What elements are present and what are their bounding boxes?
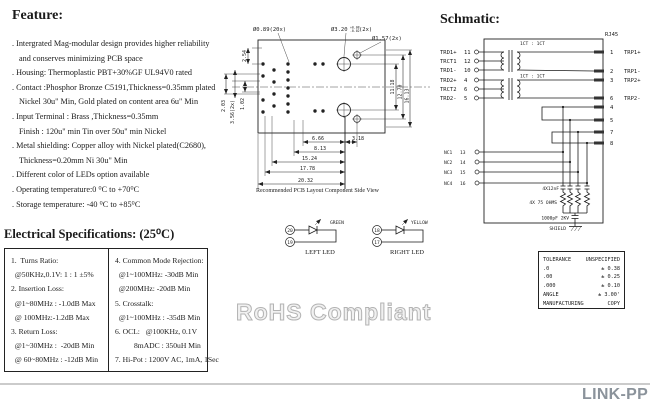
dim-12-70: 12.70 — [397, 84, 404, 100]
spec-line: @ 60~80MHz : -12dB Min — [11, 355, 99, 365]
cap-bank — [561, 186, 590, 189]
spec-line: 6. OCL: @100KHz, 0.1V — [115, 327, 198, 337]
spec-line: @ 100MHz:-1.2dB Max — [11, 312, 90, 322]
pin-num: 4 — [464, 78, 468, 84]
rj45-pin-num: 2 — [610, 69, 614, 75]
left-led-caption: LEFT LED — [305, 249, 335, 256]
pin-name: TRD1+ — [440, 50, 457, 56]
schematic-termination-wires — [542, 106, 594, 186]
nc-name: NC3 — [444, 171, 453, 176]
rj45-pin-num: 8 — [610, 141, 614, 147]
schematic-drawing — [435, 8, 650, 243]
feature-line: . Housing: Thermoplastic PBT+30%GF UL94V0 rated — [12, 68, 193, 78]
tolerance-value: ± 0.25 — [601, 274, 620, 281]
tolerance-label: .0 — [543, 265, 550, 272]
feature-line: Finish : 120u" min Tin over 50u" min Nickel — [19, 126, 167, 136]
left-led-color: GREEN — [330, 221, 344, 226]
pin-num: 6 — [464, 87, 468, 93]
dim-8-13: 8.13 — [314, 146, 327, 152]
spec-line: 3. Return Loss: — [11, 327, 58, 337]
caps-label: 4X12nF — [542, 187, 559, 192]
feature-line: . Metal shielding: Copper alloy with Nickel plated(C2680), — [12, 141, 206, 151]
pin-name: TRD2- — [440, 96, 457, 102]
feature-line: . Different color of LEDs option available — [12, 170, 150, 180]
pin-name: TRCT1 — [440, 59, 457, 65]
transformer-1 — [501, 41, 545, 72]
spec-line: @50KHz,0.1V: 1 : 1 ±5% — [11, 270, 94, 280]
pin-name: TRD2+ — [440, 78, 457, 84]
electrical-title: Electrical Specifications: (25⁰C) — [4, 227, 175, 241]
chassis-ground-icon — [569, 223, 582, 231]
schematic-box — [484, 39, 603, 223]
pcb-hole-callouts — [253, 26, 402, 62]
schematic-bob-smith-network — [529, 186, 589, 232]
nc-num: 13 — [460, 151, 466, 156]
hole-big-tol-plus: +0.08 — [350, 25, 360, 30]
spec-line: @1~100MHz : -35dB Min — [115, 312, 201, 322]
rj45-pin-num: 7 — [610, 130, 614, 136]
hv-cap-label: 1000pF 2KV — [541, 216, 569, 222]
spec-line: 1. Turns Ratio: — [11, 256, 59, 265]
resistors-label: 4X 75 OHMS — [529, 201, 557, 206]
nc-num: 16 — [460, 182, 466, 187]
tolerance-row — [543, 273, 620, 282]
hole-small-label: Ø0.89(20x) — [253, 27, 287, 33]
tolerance-table — [538, 251, 625, 309]
rj45-pin-name: TRP2- — [624, 96, 641, 102]
feature-line: Nickel 30u" Min, Gold plated on content area 6u" Min — [19, 97, 199, 107]
spec-line: 7. Hi-Pot : 1200V AC, 1mA, 1Sec — [115, 355, 219, 365]
feature-line: . Intergrated Mag-modular design provides higher reliability — [12, 39, 210, 48]
rj45-pin-num: 1 — [610, 50, 614, 56]
dim-6-66: 6.66 — [312, 136, 325, 142]
led-diode-icon — [309, 226, 317, 234]
dim-3-18: 3.18 — [352, 136, 365, 142]
schematic-nc-pins — [444, 150, 588, 187]
dim-2-03: 2.03 — [221, 99, 227, 113]
dim-16-13: 16.13 — [404, 88, 411, 104]
spec-line: 2. Insertion Loss: — [11, 284, 64, 294]
spec-line: @200MHz: -20dB Min — [115, 284, 191, 294]
pin-num: 12 — [464, 59, 471, 65]
spec-line: 5. Crosstalk: — [115, 298, 154, 308]
pin-num: 5 — [464, 96, 468, 102]
footer-divider — [0, 383, 650, 385]
feature-line: and conserves minimizing PCB space — [19, 53, 143, 63]
dim-2-54: 2.54 — [242, 49, 248, 63]
spec-line: @1~80MHz : -1.0dB Max — [11, 298, 96, 308]
schematic-rj45-pins — [594, 50, 641, 147]
feature-line: . Operating temperature:0 ⁰C to +70⁰C — [12, 184, 140, 194]
resistor-bank — [561, 189, 590, 213]
right-led-caption: RIGHT LED — [389, 249, 425, 256]
rj45-pin-name: TRP1- — [624, 69, 641, 75]
xfmr-ratio-label: 1CT : 1CT — [520, 42, 545, 47]
right-led-circuit — [373, 219, 428, 256]
led-emission-arrow-icon — [402, 219, 408, 225]
hole-med-label: Ø1.57(2x) — [372, 36, 402, 42]
electrical-table-left-column — [5, 249, 108, 371]
right-led-color: YELLOW — [411, 221, 428, 226]
pin-num: 11 — [464, 50, 471, 56]
tolerance-row — [543, 256, 620, 265]
pcb-right-dims — [352, 50, 412, 127]
rohs-watermark: RoHS Compliant — [236, 299, 432, 325]
feature-line: Thickness=0.20mm Ni 30u" Min — [19, 155, 128, 165]
feature-section — [12, 8, 238, 212]
feature-line: . Contact :Phosphor Bronze C5191,Thickness=0.35mm plated — [12, 82, 216, 92]
tolerance-row — [543, 265, 620, 274]
dim-17-78: 17.78 — [300, 166, 316, 172]
dim-11-18: 11.18 — [390, 79, 396, 95]
tolerance-label: TOLERANCE — [543, 257, 572, 263]
hole-big-count: (2x) — [359, 27, 373, 33]
dim-3-56: 3.56(2x) — [230, 99, 236, 125]
pcb-left-dims — [221, 48, 262, 124]
rj45-pin-num: 3 — [610, 78, 614, 84]
tolerance-value: UNSPECIFIED — [585, 257, 620, 263]
spec-line: 4. Common Mode Rejection: — [115, 256, 204, 265]
pin-num: 10 — [464, 68, 471, 74]
rj45-pin-num: 4 — [610, 105, 614, 111]
tolerance-label: ANGLE — [543, 291, 559, 298]
tolerance-row — [543, 300, 620, 309]
hole-big-label: Ø3.20 — [331, 27, 348, 33]
rj45-label: RJ45 — [605, 32, 619, 38]
schematic-left-pins — [440, 50, 504, 102]
tolerance-row — [543, 291, 620, 300]
rj45-pin-num: 6 — [610, 96, 614, 102]
rj45-pin-name: TRP1+ — [624, 50, 641, 56]
nc-num: 15 — [460, 171, 466, 176]
left-led-circuit — [286, 219, 345, 256]
feature-line: . Storage temperature: -40 ⁰C to +85⁰C — [12, 199, 141, 209]
pcb-bottom-dims — [258, 116, 364, 189]
nc-name: NC4 — [444, 182, 453, 187]
nc-name: NC1 — [444, 151, 453, 156]
hole-big-tol-minus: -0.02 — [350, 29, 360, 33]
dim-15-24: 15.24 — [302, 156, 318, 162]
tolerance-row — [543, 282, 620, 291]
pcb-small-holes — [261, 62, 324, 113]
led-diode-icon — [396, 226, 404, 234]
electrical-table-right-column — [108, 249, 219, 371]
spec-line: @1~100MHz: -30dB Min — [115, 270, 199, 280]
led-emission-arrow-icon — [315, 219, 321, 225]
tolerance-label: .000 — [543, 283, 556, 290]
pcb-layout-drawing — [222, 8, 438, 208]
tolerance-label: .00 — [543, 274, 553, 281]
left-led-pin-top: 20 — [287, 228, 293, 234]
pin-name: TRD1- — [440, 68, 457, 74]
dim-20-32: 20.32 — [298, 178, 314, 184]
tolerance-value: COPY — [607, 300, 620, 307]
left-led-pin-bottom: 19 — [287, 240, 293, 246]
electrical-table — [4, 248, 219, 372]
tolerance-value: ± 3.00' — [598, 291, 620, 298]
spec-line: @1~30MHz : -20dB Min — [11, 341, 95, 351]
led-circuits-drawing — [280, 215, 450, 260]
feature-title: Feature: — [12, 8, 64, 23]
shield-label: SHIELD — [549, 227, 566, 232]
tolerance-value: ± 0.10 — [601, 283, 620, 290]
nc-name: NC2 — [444, 161, 453, 166]
pin-name: TRCT2 — [440, 87, 457, 93]
spec-line: 8mADC : 350uH Min — [115, 341, 201, 351]
rj45-pin-name: TRP2+ — [624, 78, 641, 84]
tolerance-label: MANUFACTURING — [543, 300, 584, 307]
schematic-title: Schmatic: — [440, 12, 500, 27]
nc-num: 14 — [460, 161, 466, 166]
dim-1-02: 1.02 — [240, 97, 246, 111]
right-led-pin-bottom: 17 — [374, 240, 380, 246]
pcb-caption: Recommended PCB Layout Component Side View — [256, 188, 380, 194]
transformer-2 — [501, 74, 545, 101]
rj45-pin-num: 5 — [610, 118, 614, 124]
brand-logo: LINK-PP — [582, 386, 649, 403]
feature-line: . Input Terminal : Brass ,Thickness=0.35mm — [12, 111, 159, 121]
right-led-pin-top: 18 — [374, 228, 380, 234]
xfmr-ratio-label: 1CT : 1CT — [520, 74, 545, 80]
tolerance-value: ± 0.38 — [601, 265, 620, 272]
